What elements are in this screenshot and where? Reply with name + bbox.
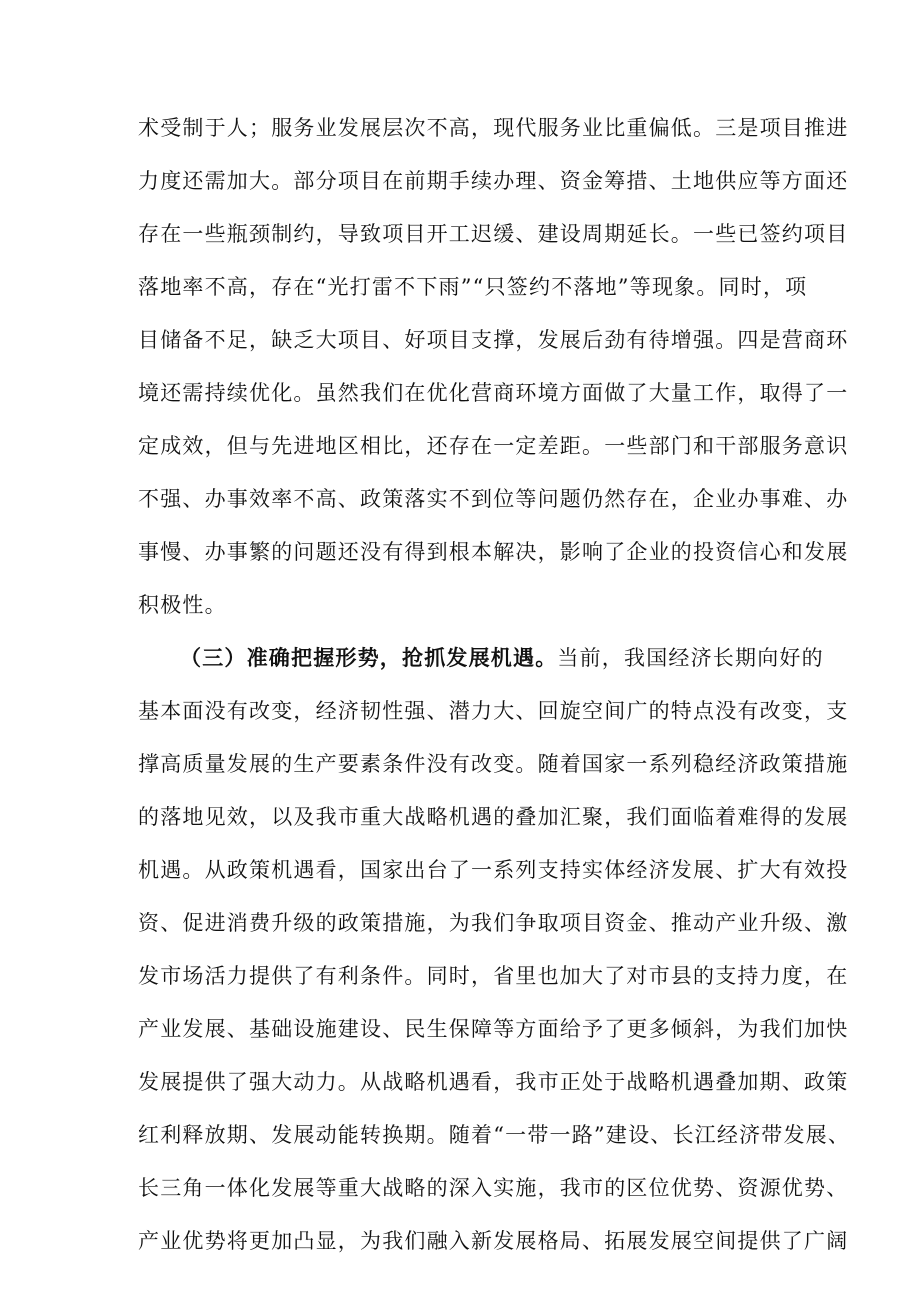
paragraph-2-line-5: 机遇。从政策机遇看，国家出台了一系列支持实体经济发展、扩大有效投 xyxy=(138,858,849,882)
paragraph-2-line-2: 基本面没有改变，经济韧性强、潜力大、回旋空间广的特点没有改变，支 xyxy=(138,699,849,723)
paragraph-1-line-1: 术受制于人；服务业发展层次不高，现代服务业比重偏低。三是项目推进 xyxy=(138,116,849,140)
paragraph-1-line-3: 存在一些瓶颈制约，导致项目开工迟缓、建设周期延长。一些已签约项目 xyxy=(138,222,849,246)
paragraph-2-line-8: 产业发展、基础设施建设、民生保障等方面给予了更多倾斜，为我们加快 xyxy=(138,1017,849,1041)
paragraph-2-line-7: 发市场活力提供了有利条件。同时，省里也加大了对市县的支持力度，在 xyxy=(138,964,849,988)
section-heading: （三）准确把握形势，抢抓发展机遇。 xyxy=(180,645,558,670)
paragraph-2-line-9: 发展提供了强大动力。从战略机遇看，我市正处于战略机遇叠加期、政策 xyxy=(138,1070,849,1094)
paragraph-2-line-4: 的落地见效，以及我市重大战略机遇的叠加汇聚，我们面临着难得的发展 xyxy=(138,805,849,829)
paragraph-1-line-8: 不强、办事效率不高、政策落实不到位等问题仍然存在，企业办事难、办 xyxy=(138,487,849,511)
paragraph-2-line-1 xyxy=(180,640,824,676)
paragraph-2-line-12: 产业优势将更加凸显，为我们融入新发展格局、拓展发展空间提供了广阔 xyxy=(138,1229,849,1253)
paragraph-2-line-6: 资、促进消费升级的政策措施，为我们争取项目资金、推动产业升级、激 xyxy=(138,911,849,935)
paragraph-1-line-10: 积极性。 xyxy=(138,593,227,617)
paragraph-1-line-6: 境还需持续优化。虽然我们在优化营商环境方面做了大量工作，取得了一 xyxy=(138,381,849,405)
paragraph-2-line-3: 撑高质量发展的生产要素条件没有改变。随着国家一系列稳经济政策措施 xyxy=(138,752,849,776)
paragraph-1-line-5: 目储备不足，缺乏大项目、好项目支撑，发展后劲有待增强。四是营商环 xyxy=(138,328,849,352)
paragraph-1-line-7: 定成效，但与先进地区相比，还存在一定差距。一些部门和干部服务意识 xyxy=(138,434,849,458)
paragraph-2-line-10: 红利释放期、发展动能转换期。随着“一带一路”建设、长江经济带发展、 xyxy=(138,1123,851,1147)
paragraph-2-line-1-text: 当前，我国经济长期向好的 xyxy=(557,646,824,670)
paragraph-1-line-2: 力度还需加大。部分项目在前期手续办理、资金筹措、土地供应等方面还 xyxy=(138,169,849,193)
paragraph-1-line-9: 事慢、办事繁的问题还没有得到根本解决，影响了企业的投资信心和发展 xyxy=(138,540,849,564)
paragraph-1-line-4: 落地率不高，存在“光打雷不下雨”“只签约不落地”等现象。同时，项 xyxy=(138,275,808,299)
paragraph-2-line-11: 长三角一体化发展等重大战略的深入实施，我市的区位优势、资源优势、 xyxy=(138,1176,849,1200)
